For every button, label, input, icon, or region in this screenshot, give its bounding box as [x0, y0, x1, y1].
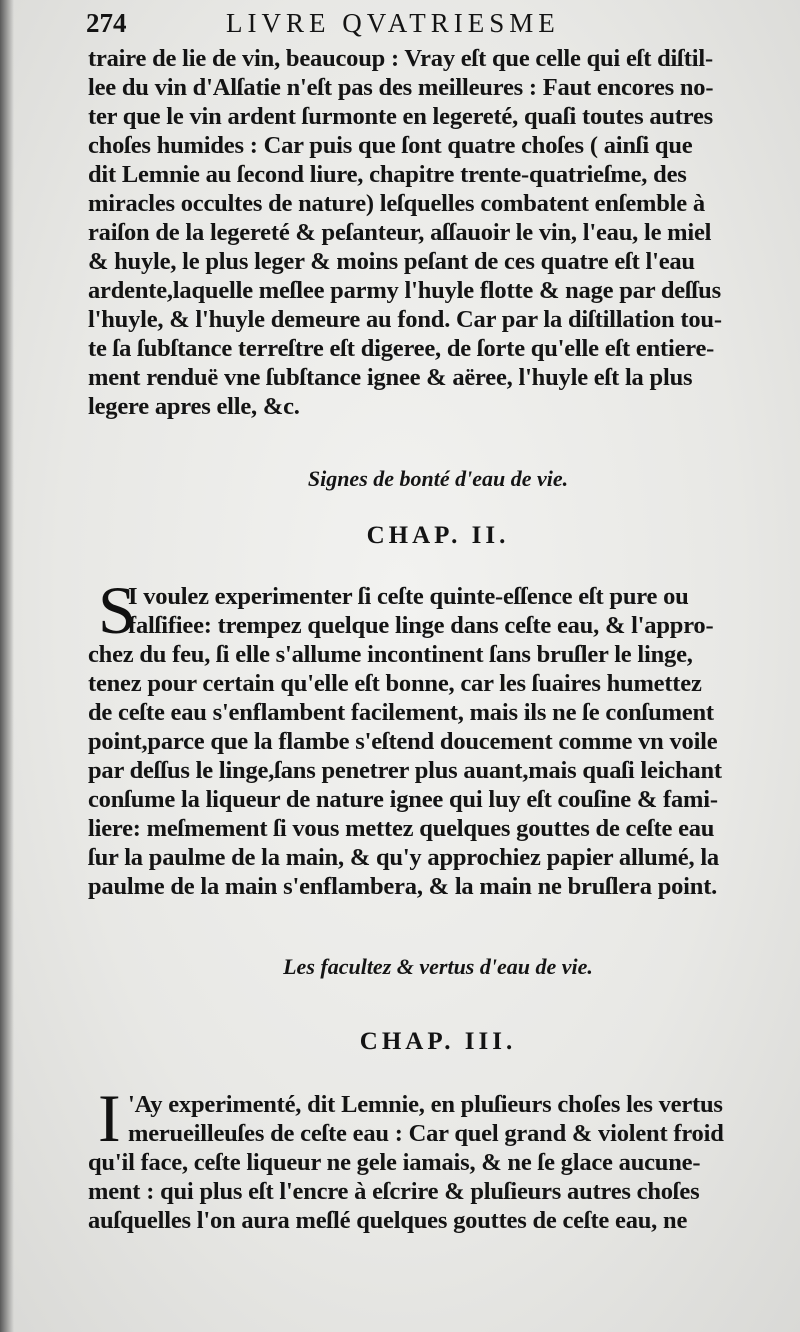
text-line: de ceſte eau s'enflambent facilement, mais ils ne ſe conſument — [88, 699, 714, 726]
chapter-3-drop-cap: I — [98, 1080, 121, 1156]
page-header — [86, 2, 786, 42]
text-line: I voulez experimenter ſi ceſte quinte-eſſence eſt pure ou — [128, 583, 689, 610]
text-line: tenez pour certain qu'elle eſt bonne, car les ſuaires humettez — [88, 670, 702, 697]
text-line: ſur la paulme de la main, & qu'y approchiez papier allumé, la — [88, 844, 719, 871]
text-line: falſifiee: trempez quelque linge dans ceſte eau, & l'appro- — [128, 612, 714, 639]
text-line: 'Ay experimenté, dit Lemnie, en pluſieurs choſes les vertus — [128, 1091, 723, 1118]
text-line: te ſa ſubſtance terreſtre eſt digeree, de ſorte qu'elle eſt entiere- — [88, 335, 715, 362]
chapter-3-title: Les facultez & vertus d'eau de vie. — [283, 954, 593, 979]
binding-gutter — [0, 0, 14, 1332]
text-line: ment renduë vne ſubſtance ignee & aëree, l'huyle eſt la plus — [88, 364, 693, 391]
text-line: traire de lie de vin, beaucoup : Vray eſt que celle qui eſt diſtil- — [88, 45, 713, 72]
text-line: ardente,laquelle meſlee parmy l'huyle flotte & nage par deſſus — [88, 277, 721, 304]
chapter-3-paragraph — [88, 1080, 788, 1235]
text-line: paulme de la main s'enflambera, & la main ne bruſlera point. — [88, 873, 718, 900]
text-line: miracles occultes de nature) leſquelles combatent enſemble à — [88, 190, 705, 217]
page-number: 274 — [86, 8, 127, 38]
text-line: lee du vin d'Alſatie n'eſt pas des meilleures : Faut encores no- — [88, 74, 714, 101]
text-line: & huyle, le plus leger & moins peſant de ces quatre eſt l'eau — [88, 248, 695, 275]
text-line: dit Lemnie au ſecond liure, chapitre trente-quatrieſme, des — [88, 161, 687, 188]
running-head: LIVRE QVATRIESME — [226, 8, 560, 38]
text-line: par deſſus le linge,ſans penetrer plus auant,mais quaſi leichant — [88, 757, 722, 784]
text-line: auſquelles l'on aura meſlé quelques gouttes de ceſte eau, ne — [88, 1207, 688, 1234]
text-line: qu'il face, ceſte liqueur ne gele iamais, & ne ſe glace aucune- — [88, 1149, 701, 1176]
text-line: choſes humides : Car puis que ſont quatre choſes ( ainſi que — [88, 132, 693, 159]
text-line: merueilleuſes de ceſte eau : Car quel grand & violent froid — [128, 1120, 724, 1147]
text-line: ter que le vin ardent ſurmonte en legereté, quaſi toutes autres — [88, 103, 713, 130]
text-line: liere: meſmement ſi vous mettez quelques gouttes de ceſte eau — [88, 815, 715, 842]
text-line: legere apres elle, &c. — [88, 393, 300, 420]
chapter-2-title: Signes de bonté d'eau de vie. — [307, 466, 569, 491]
text-line: point,parce que la flambe s'eſtend doucement comme vn voile — [88, 728, 718, 755]
text-line: raiſon de la legereté & peſanteur, aſſauoir le vin, l'eau, le miel — [88, 219, 712, 246]
text-line: l'huyle, & l'huyle demeure au fond. Car par la diſtillation tou- — [88, 306, 722, 333]
text-line: conſume la liqueur de nature ignee qui luy eſt couſine & fami- — [88, 786, 718, 813]
continuation-paragraph — [88, 44, 788, 421]
chapter-2-drop-cap: S — [98, 572, 136, 648]
chapter-3-heading: CHAP. III. — [359, 1028, 517, 1055]
chapter-2-heading: CHAP. II. — [366, 522, 510, 549]
text-line: ment : qui plus eſt l'encre à eſcrire & pluſieurs autres choſes — [88, 1178, 700, 1205]
chapter-2-paragraph — [88, 572, 788, 901]
text-line: chez du feu, ſi elle s'allume incontinent ſans bruſler le linge, — [88, 641, 693, 668]
